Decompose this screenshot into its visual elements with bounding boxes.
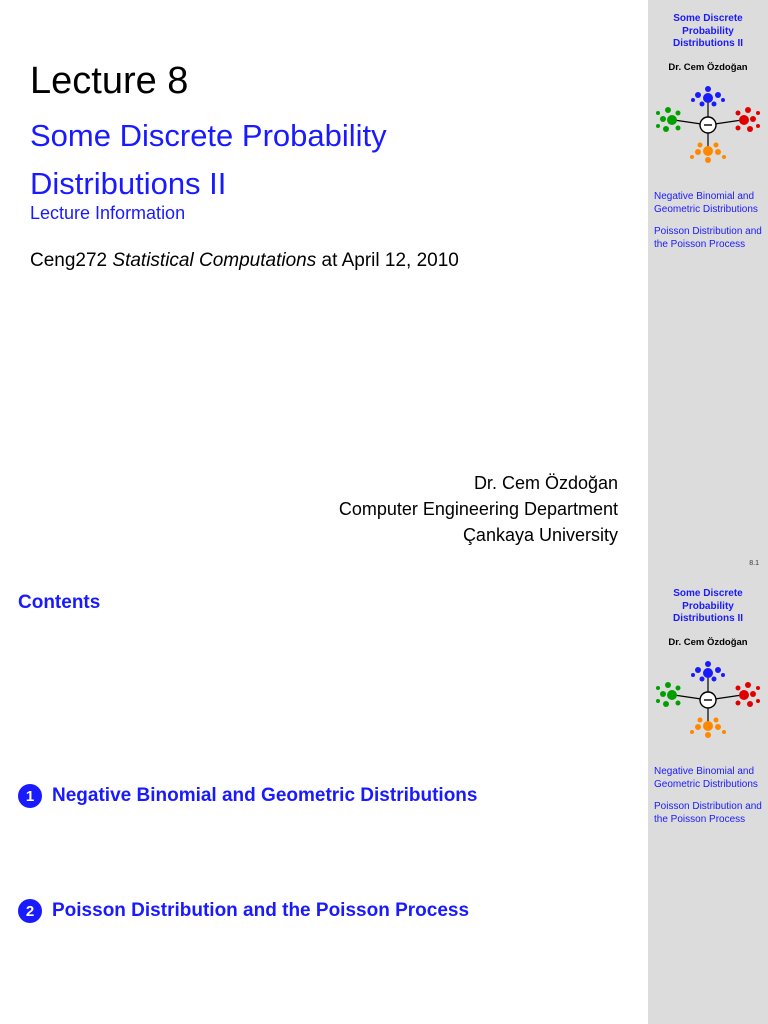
sidebar-title-2-line-3: Distributions II (673, 613, 743, 624)
slide-main-2 (0, 575, 648, 1024)
sidebar-nav-item-1[interactable]: Negative Binomial and Geometric Distributions (654, 191, 758, 215)
university-name: Çankaya University (462, 525, 618, 545)
department-name: Computer Engineering Department (338, 499, 618, 519)
sidebar-2 (648, 575, 768, 1024)
course-name: Statistical Computations (112, 250, 317, 271)
sidebar-title-line-3: Distributions II (673, 38, 743, 49)
sidebar-author: Dr. Cem Özdoğan (668, 62, 748, 73)
sidebar-title-line-1: Some Discrete (673, 13, 743, 24)
page-number: 8.1 (749, 560, 759, 567)
sidebar-nav-2-item-2[interactable]: Poisson Distribution and the Poisson Process (654, 801, 762, 825)
section-label: Lecture Information (30, 203, 186, 223)
sidebar-author-2: Dr. Cem Özdoğan (668, 637, 748, 648)
sidebar-nav-2 (654, 766, 764, 836)
toc-label-1: Negative Binomial and Geometric Distributions (52, 785, 478, 806)
sidebar-nav (654, 191, 764, 261)
subtitle-line-2: Distributions II (30, 166, 227, 201)
molecule-logo-icon (652, 661, 764, 739)
sidebar-title-2[interactable] (648, 588, 768, 626)
toc-number-2-icon: 2 (18, 899, 42, 923)
author-name: Dr. Cem Özdoğan (473, 473, 618, 493)
sidebar-title-2-line-2: Probability (682, 600, 734, 612)
toc-item-2[interactable] (18, 899, 469, 923)
sidebar (648, 0, 768, 575)
slide-2 (0, 575, 768, 1024)
course-date: at April 12, 2010 (321, 250, 459, 271)
slide-main (0, 0, 648, 575)
sidebar-title-2-line-1: Some Discrete (673, 588, 743, 599)
toc-label-2: Poisson Distribution and the Poisson Process (52, 900, 470, 921)
sidebar-nav-item-2[interactable]: Poisson Distribution and the Poisson Process (654, 226, 762, 250)
sidebar-nav-2-item-1[interactable]: Negative Binomial and Geometric Distributions (654, 766, 758, 790)
molecule-logo-icon (652, 86, 764, 164)
toc-item-1[interactable] (18, 784, 477, 808)
sidebar-title[interactable] (648, 13, 768, 51)
toc-number-1-icon: 1 (18, 784, 42, 808)
subtitle-line-1: Some Discrete Probability (30, 118, 387, 153)
author-block (339, 470, 618, 548)
sidebar-title-line-2: Probability (682, 25, 734, 37)
contents-title: Contents (18, 592, 101, 613)
course-line (30, 250, 459, 272)
course-code: Ceng272 (30, 250, 108, 271)
lecture-title: Lecture 8 (30, 60, 189, 102)
lecture-subtitle (30, 112, 387, 208)
